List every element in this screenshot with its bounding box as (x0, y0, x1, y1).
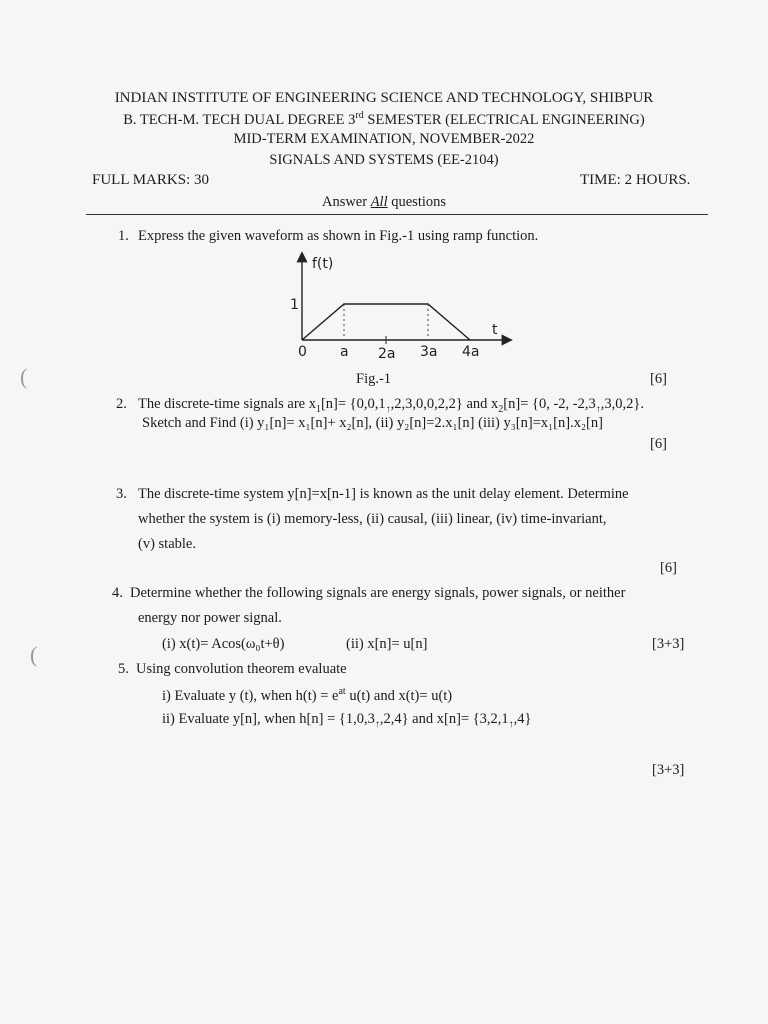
instruction: Answer All questions (321, 194, 447, 210)
y-axis-label: f(t) (312, 256, 334, 272)
programme-line: B. TECH-M. TECH DUAL DEGREE 3rd SEMESTER (ELECTRICAL ENGINEERING) (123, 110, 645, 128)
tick-label: 3a (420, 344, 438, 360)
tick-label: 0 (298, 344, 307, 360)
q3-line-2: whether the system is (i) memory-less, (ii) causal, (iii) linear, (iv) time-invariant, (138, 511, 607, 527)
q1-marks: [6] (650, 371, 667, 387)
q4-line-2: energy nor power signal. (138, 610, 282, 626)
full-marks: FULL MARKS: 30 (92, 172, 209, 188)
tick-label: a (340, 344, 349, 360)
q4-part-1: (i) x(t)= Acos(ω₀t+θ) (162, 636, 285, 652)
subject-title: SIGNALS AND SYSTEMS (EE-2104) (269, 152, 499, 168)
x-axis-label: t (492, 322, 498, 338)
q5-line-1: Using convolution theorem evaluate (136, 661, 347, 677)
q4-marks: [3+3] (652, 636, 685, 652)
q4-line-1: Determine whether the following signals are energy signals, power signals, or neither (130, 585, 626, 601)
q3-marks: [6] (660, 560, 677, 576)
margin-bracket-mark: ( (20, 364, 28, 389)
header-divider (86, 214, 708, 215)
q5-marks: [3+3] (652, 762, 685, 778)
q3-number: 3. (116, 486, 127, 502)
q4-part-2: (ii) x[n]= u[n] (346, 636, 428, 652)
figure-caption: Fig.-1 (356, 371, 392, 387)
q4-number: 4. (112, 585, 123, 601)
ramp-waveform-figure (280, 248, 520, 378)
q1-text: Express the given waveform as shown in Fig.-1 using ramp function. (138, 228, 539, 244)
q5-part-1: i) Evaluate y (t), when $h(t) = e^{at}$ u(t) and x(t)= u(t) (162, 686, 453, 704)
q2-marks: [6] (650, 436, 667, 452)
level-label: 1 (290, 297, 299, 313)
margin-bracket-mark: ( (30, 642, 38, 667)
waveform-trace (302, 304, 470, 340)
tick-label: 4a (462, 344, 480, 360)
q2-line-1: The discrete-time signals are $x_1[n]= \{0,0,1_↑,2,3,0,0,2,2\}$ and $x_2[n]= \{0$, -2, $-2,3_↑,3,0,2$}. (138, 396, 644, 415)
q2-number: 2. (116, 396, 127, 412)
tick-label: 2a (378, 346, 396, 362)
q2-line-2: Sketch and Find (i) y₁[n]= x₁[n]+ x₂[n], (ii) y₂[n]=2.x₁[n] (iii) y₃[n]=x₁[n].x₂[n] (142, 415, 603, 431)
q3-line-1: The discrete-time system y[n]=x[n-1] is known as the unit delay element. Determine (138, 486, 629, 502)
exam-title: MID-TERM EXAMINATION, NOVEMBER-2022 (233, 131, 535, 147)
q3-line-3: (v) stable. (138, 536, 196, 552)
time-allowed: TIME: 2 HOURS. (580, 172, 691, 188)
q5-number: 5. (118, 661, 129, 677)
q1-number: 1. (118, 228, 129, 244)
q5-part-2: ii) Evaluate y[n], when $h[n] = \{1,0,3_↑,2,4\}$ and $x[n]= \{3,2,1_↑,4\}$ (162, 711, 532, 730)
institute-name: INDIAN INSTITUTE OF ENGINEERING SCIENCE AND TECHNOLOGY, SHIBPUR (114, 90, 654, 106)
